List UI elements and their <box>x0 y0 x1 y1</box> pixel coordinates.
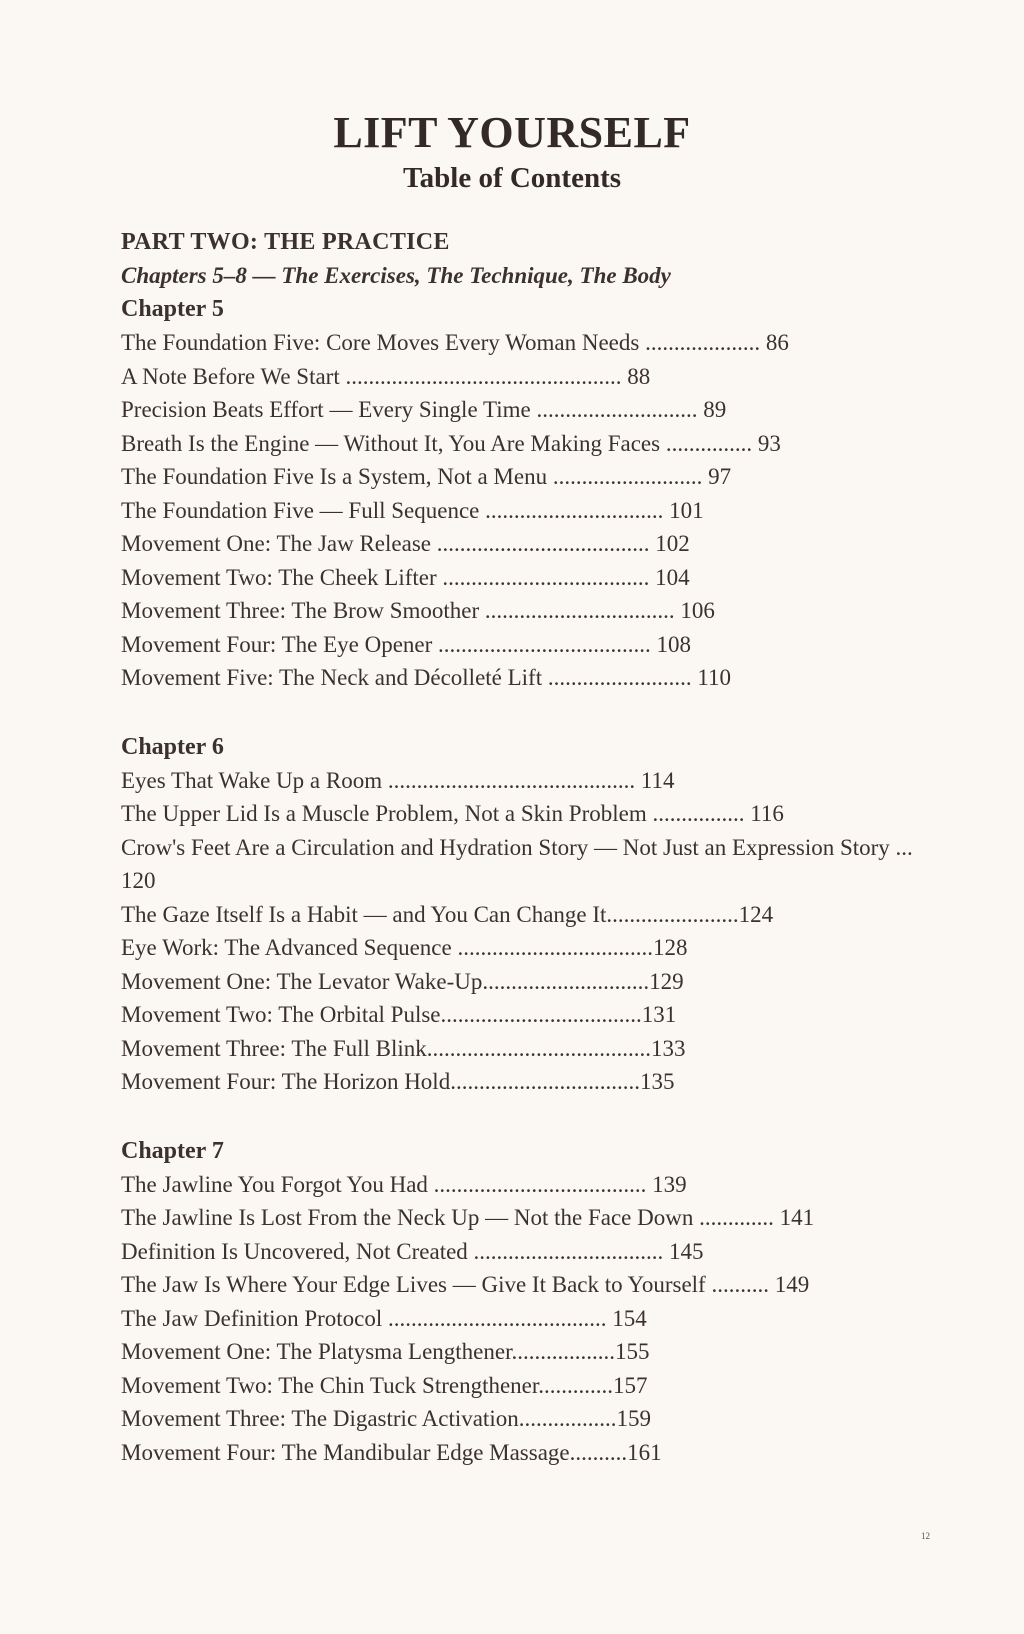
part-subheading: Chapters 5–8 — The Exercises, The Technique, The Body <box>121 263 671 288</box>
toc-entry[interactable]: Movement Three: The Brow Smoother ................................. 106 <box>121 598 715 623</box>
section-spacer <box>121 1099 981 1135</box>
document-subtitle: Table of Contents <box>402 162 622 194</box>
toc-entry[interactable]: Breath Is the Engine — Without It, You Are Making Faces ............... 93 <box>121 430 781 456</box>
toc-entry[interactable]: Eyes That Wake Up a Room ........................................... 114 <box>121 767 675 793</box>
toc-entry[interactable]: Movement One: The Levator Wake-Up.............................129 <box>121 968 684 994</box>
section-spacer <box>121 695 981 731</box>
toc-entry[interactable]: Eye Work: The Advanced Sequence ..................................128 <box>121 935 688 960</box>
toc-entry[interactable]: Crow's Feet Are a Circulation and Hydration Story — Not Just an Expression Story ... 120 <box>121 834 913 893</box>
toc-entry[interactable]: The Jawline Is Lost From the Neck Up — Not the Face Down ............. 141 <box>121 1205 815 1230</box>
toc-entry[interactable]: A Note Before We Start ................................................ 88 <box>121 363 651 389</box>
toc-entry[interactable]: Movement Three: The Full Blink.......................................133 <box>121 1035 686 1061</box>
toc-entry[interactable]: The Foundation Five: Core Moves Every Woman Needs .................... 86 <box>121 330 789 355</box>
chapter-heading: Chapter 6 <box>121 733 224 760</box>
toc-entry[interactable]: The Jaw Definition Protocol ...................................... 154 <box>121 1305 647 1331</box>
chapter-heading: Chapter 7 <box>121 1137 224 1164</box>
chapter-heading: Chapter 5 <box>121 296 224 322</box>
toc-entry[interactable]: Definition Is Uncovered, Not Created ................................. 145 <box>121 1238 704 1264</box>
toc-entry[interactable]: The Foundation Five — Full Sequence ............................... 101 <box>121 497 704 523</box>
toc-entry[interactable]: Movement Two: The Chin Tuck Strengthener.............157 <box>121 1372 648 1398</box>
toc-entry[interactable]: Movement Two: The Cheek Lifter .................................... 104 <box>121 564 690 590</box>
toc-entry[interactable]: The Upper Lid Is a Muscle Problem, Not a Skin Problem ................ 116 <box>121 801 784 826</box>
toc-entry[interactable]: Movement Three: The Digastric Activation.................159 <box>121 1406 651 1431</box>
document-title: LIFT YOURSELF <box>333 108 691 157</box>
toc-entry[interactable]: Precision Beats Effort — Every Single Time ............................ 89 <box>121 397 727 422</box>
table-of-contents <box>121 226 981 1469</box>
toc-entry[interactable]: Movement Four: The Horizon Hold.................................135 <box>121 1069 675 1094</box>
toc-entry[interactable]: The Jaw Is Where Your Edge Lives — Give It Back to Yourself .......... 149 <box>121 1272 810 1297</box>
toc-entry[interactable]: Movement Five: The Neck and Décolleté Lift ......................... 110 <box>121 665 732 690</box>
toc-entry[interactable]: The Foundation Five Is a System, Not a Menu .......................... 97 <box>121 464 732 489</box>
toc-entry[interactable]: Movement Four: The Eye Opener ..................................... 108 <box>121 631 692 657</box>
toc-entry[interactable]: Movement Two: The Orbital Pulse...................................131 <box>121 1002 677 1027</box>
toc-entry[interactable]: Movement Four: The Mandibular Edge Massage..........161 <box>121 1439 662 1465</box>
page-number: 12 <box>921 1531 930 1541</box>
part-heading: PART TWO: THE PRACTICE <box>121 229 450 255</box>
toc-entry[interactable]: The Jawline You Forgot You Had ..................................... 139 <box>121 1171 687 1197</box>
toc-entry[interactable]: The Gaze Itself Is a Habit — and You Can Change It.......................124 <box>121 901 774 927</box>
toc-entry[interactable]: Movement One: The Jaw Release ..................................... 102 <box>121 531 690 556</box>
toc-entry[interactable]: Movement One: The Platysma Lengthener..................155 <box>121 1339 650 1364</box>
